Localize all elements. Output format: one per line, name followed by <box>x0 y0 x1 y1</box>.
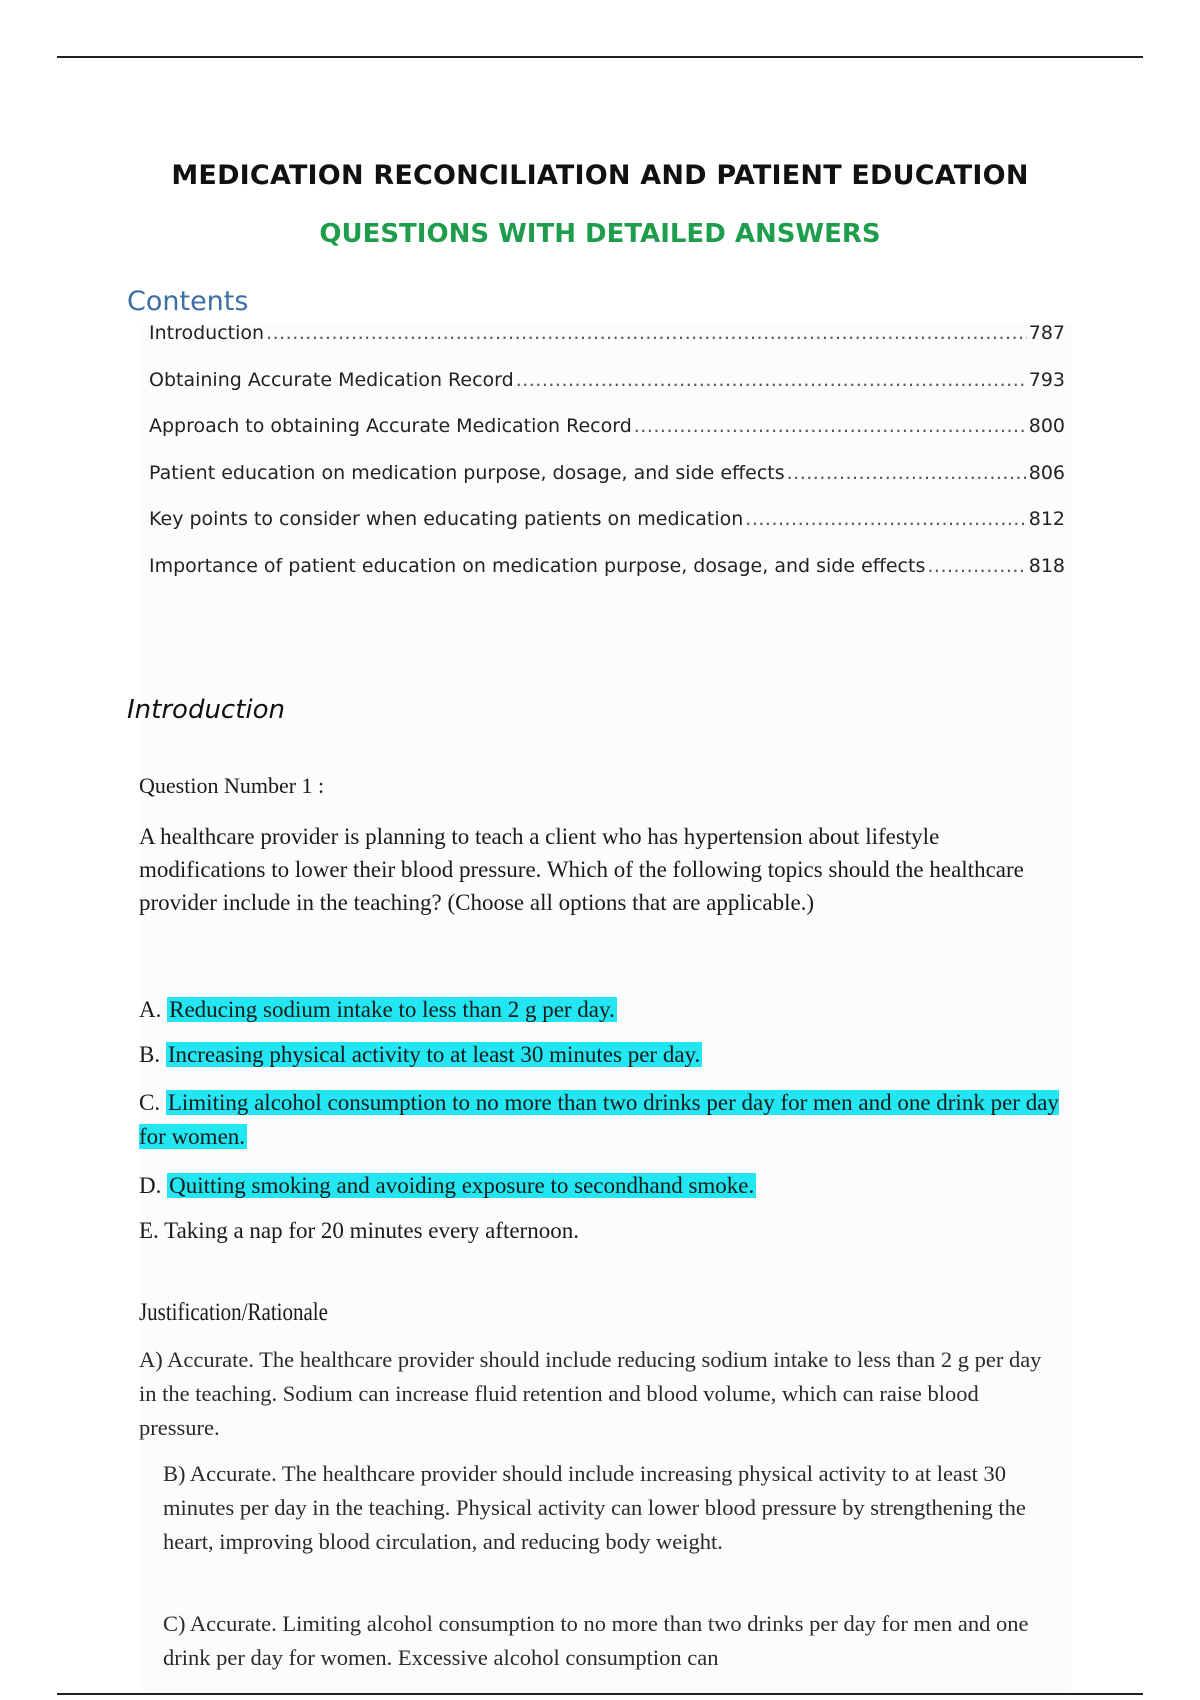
top-rule <box>57 56 1143 58</box>
rationale-heading: Justification/Rationale <box>139 1299 328 1326</box>
document-title: MEDICATION RECONCILIATION AND PATIENT EDUCATION <box>171 160 1029 191</box>
table-of-contents <box>149 322 1065 601</box>
toc-entry-label: Importance of patient education on medication purpose, dosage, and side effects <box>149 554 926 577</box>
toc-entry-label: Key points to consider when educating patients on medication <box>149 508 744 530</box>
toc-entry-label: Obtaining Accurate Medication Record <box>149 368 514 391</box>
toc-entry-page: 787 <box>1028 322 1065 344</box>
option-a[interactable] <box>139 996 1059 1023</box>
answer-options <box>139 996 1059 1262</box>
option-letter: A. <box>139 997 162 1022</box>
option-text-highlighted: Limiting alcohol consumption to no more than two drinks per day for men and one drink per day for women. <box>139 1090 1059 1149</box>
toc-entry-patient-education[interactable] <box>149 462 1065 509</box>
toc-entry-approach[interactable] <box>149 415 1065 462</box>
toc-dot-leader <box>266 322 1027 344</box>
toc-entry-key-points[interactable] <box>149 508 1065 555</box>
rationale-paragraph-c: C) Accurate. Limiting alcohol consumption to no more than two drinks per day for men and one drink per day for women. Excessive alcohol consumption can <box>163 1611 1029 1670</box>
section-heading: Introduction <box>127 695 286 725</box>
toc-entry-obtaining-record[interactable] <box>149 369 1065 416</box>
toc-dot-leader <box>634 415 1027 437</box>
option-letter: D. <box>139 1173 162 1198</box>
toc-entry-introduction[interactable] <box>149 322 1065 369</box>
rationale-paragraph-b: B) Accurate. The healthcare provider should include increasing physical activity to at least 30 minutes per day in the teaching. Physical activity can lower blood pressure by strengthening the heart, improving blood circulation, and reducing body weight. <box>163 1461 1026 1554</box>
option-letter: B. <box>139 1042 161 1067</box>
toc-entry-label: Introduction <box>149 322 265 344</box>
option-text-highlighted: Increasing physical activity to at least 30 minutes per day. <box>167 1042 701 1067</box>
toc-entry-label: Approach to obtaining Accurate Medication Record <box>149 415 632 437</box>
option-e[interactable] <box>139 1217 1059 1244</box>
option-text-highlighted: Reducing sodium intake to less than 2 g per day. <box>169 997 615 1022</box>
option-letter: E. <box>139 1218 159 1243</box>
toc-entry-label: Patient education on medication purpose, dosage, and side effects <box>149 461 785 484</box>
toc-entry-page: 812 <box>1028 508 1065 530</box>
option-letter: C. <box>139 1090 161 1115</box>
toc-dot-leader <box>927 555 1026 577</box>
option-d[interactable] <box>139 1172 1059 1199</box>
question-number: Question Number 1 : <box>139 773 325 798</box>
toc-entry-page: 818 <box>1028 554 1065 577</box>
toc-dot-leader <box>787 462 1027 484</box>
rationale-paragraph-a: A) Accurate. The healthcare provider should include reducing sodium intake to less than 2 g per day in the teaching. Sodium can increase fluid retention and blood volume, which can raise blood pressure. <box>139 1347 1042 1440</box>
question-text: A healthcare provider is planning to teach a client who has hypertension about lifestyle modifications to lower their blood pressure. Which of the following topics should the healthcare provider include in the teaching? (Choose all options that are applicable.) <box>139 824 1024 915</box>
toc-entry-importance[interactable] <box>149 555 1065 602</box>
toc-entry-page: 793 <box>1028 368 1065 391</box>
option-c[interactable] <box>139 1086 1059 1154</box>
document-subtitle: QUESTIONS WITH DETAILED ANSWERS <box>319 219 881 249</box>
option-b[interactable] <box>139 1041 1059 1068</box>
option-text-highlighted: Quitting smoking and avoiding exposure to secondhand smoke. <box>169 1173 755 1198</box>
toc-entry-page: 806 <box>1028 461 1065 484</box>
contents-heading: Contents <box>127 286 249 317</box>
bottom-rule <box>57 1693 1143 1695</box>
option-text: Taking a nap for 20 minutes every afternoon. <box>164 1218 579 1243</box>
toc-dot-leader <box>516 369 1027 391</box>
toc-dot-leader <box>745 508 1026 530</box>
toc-entry-page: 800 <box>1028 415 1065 437</box>
